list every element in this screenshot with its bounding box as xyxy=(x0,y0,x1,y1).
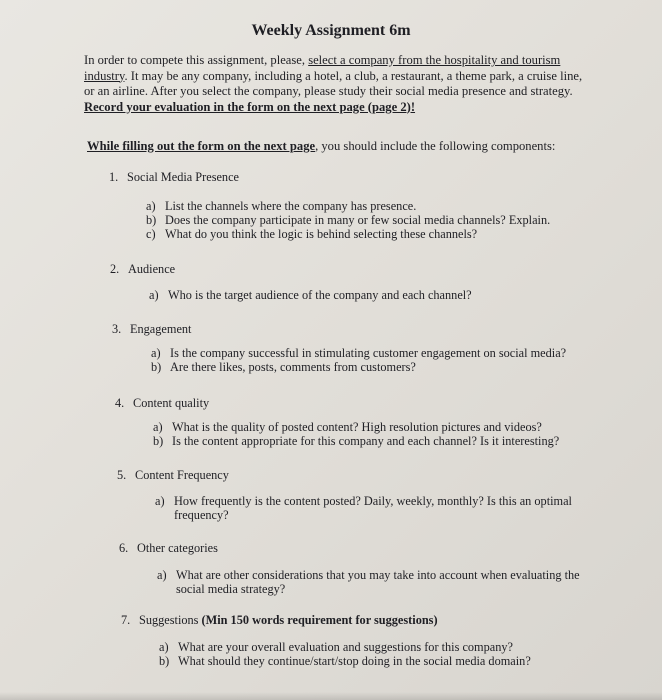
intro-underlined-text: select a company from the hospitality and tourism industry xyxy=(84,53,561,83)
section-5-heading xyxy=(117,468,229,483)
section-7-items xyxy=(159,640,599,668)
list-item: b) Does the company participate in many or few social media channels? Explain. xyxy=(146,213,551,227)
section-1-items xyxy=(146,199,586,241)
section-title: Social Media Presence xyxy=(127,170,239,184)
section-7-heading xyxy=(121,613,438,628)
section-5-items xyxy=(155,494,595,522)
section-title: Audience xyxy=(128,262,176,276)
page-title: Weekly Assignment 6m xyxy=(251,22,411,39)
section-number: 3. xyxy=(112,322,122,336)
list-item: a) What are your overall evaluation and suggestions for this company? xyxy=(159,640,513,654)
list-item: a) Is the company successful in stimulating customer engagement on social media? xyxy=(151,346,567,360)
list-item: a) What is the quality of posted content? High resolution pictures and videos? xyxy=(153,420,542,434)
intro-text-1: In order to compete this assignment, please, xyxy=(84,53,309,67)
section-title: Engagement xyxy=(130,322,192,336)
page-shadow xyxy=(0,692,662,700)
section-title: Content Frequency xyxy=(135,468,229,482)
list-item: a) What are other considerations that you may take into account when evaluating the social media strategy? xyxy=(157,568,580,596)
section-number: 7. xyxy=(121,613,131,627)
section-number: 4. xyxy=(115,396,125,410)
instruction-line xyxy=(87,139,607,155)
list-item: a) How frequently is the content posted? Daily, weekly, monthly? Is this an optimal frequency? xyxy=(155,494,572,522)
section-4-items xyxy=(153,420,598,448)
section-title-bold: (Min 150 words requirement for suggestions) xyxy=(201,613,438,627)
list-item: b) Are there likes, posts, comments from customers? xyxy=(151,360,416,374)
section-1-heading xyxy=(109,170,239,185)
section-title: Content quality xyxy=(133,396,210,410)
instruction-rest: , you should include the following components: xyxy=(315,139,556,153)
section-3-heading xyxy=(112,322,191,337)
list-item: a) Who is the target audience of the company and each channel? xyxy=(149,288,472,302)
section-4-heading xyxy=(115,396,209,411)
intro-paragraph xyxy=(84,53,584,115)
intro-bold-underlined-text: Record your evaluation in the form on the next page (page 2)! xyxy=(84,99,416,114)
section-number: 2. xyxy=(110,262,120,276)
section-3-items xyxy=(151,346,596,374)
section-6-heading xyxy=(119,541,218,556)
section-number: 1. xyxy=(109,170,119,184)
section-number: 5. xyxy=(117,468,127,482)
list-item: b) Is the content appropriate for this company and each channel? Is it interesting? xyxy=(153,434,560,448)
section-2-heading xyxy=(110,262,175,277)
section-number: 6. xyxy=(119,541,129,555)
intro-text-2: . It may be any company, including a hotel, a club, a restaurant, a theme park, a cruise line, or an airline. After you select the company, please study their social media presence and strategy. xyxy=(84,68,583,98)
instruction-bold-underlined: While filling out the form on the next page xyxy=(87,139,316,153)
list-item: a) List the channels where the company has presence. xyxy=(146,199,417,213)
section-2-items xyxy=(149,288,589,302)
section-title: Other categories xyxy=(137,541,218,555)
section-title: Suggestions xyxy=(139,613,202,627)
list-item: c) What do you think the logic is behind selecting these channels? xyxy=(146,227,478,241)
list-item: b) What should they continue/start/stop doing in the social media domain? xyxy=(159,654,531,668)
section-6-items xyxy=(157,568,597,596)
